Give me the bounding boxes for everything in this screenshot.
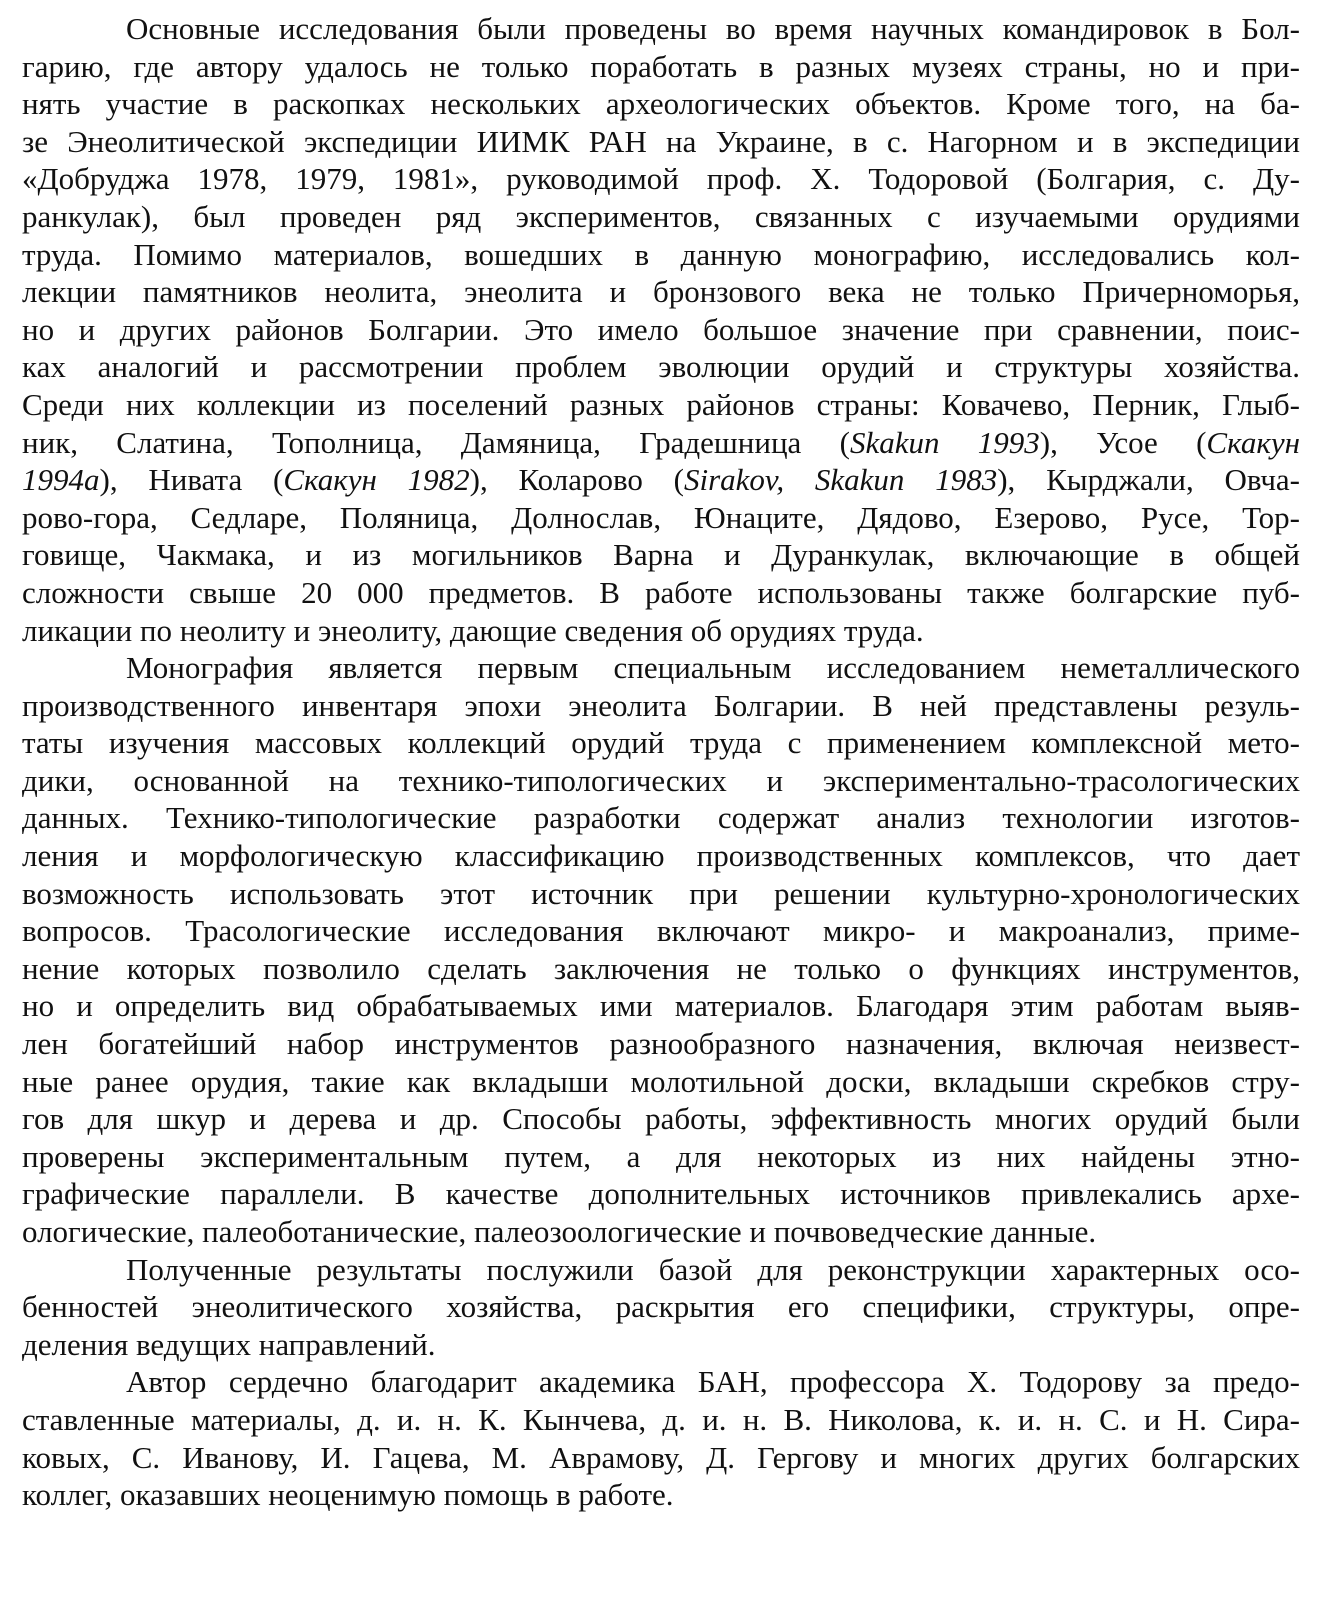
citation: Скакун (1206, 424, 1300, 460)
text-line: ологические, палеоботанические, палеозоологические и почвоведческие данные. (22, 1214, 1097, 1249)
text-line: гов для шкур и дерева и др. Способы работы, эффективность многих орудий были (22, 1101, 1300, 1137)
text-line: производственного инвентаря эпохи энеолита Болгарии. В ней представлены резуль- (22, 687, 1300, 723)
text-line: Среди них коллекции из поселений разных районов страны: Ковачево, Перник, Глыб- (22, 386, 1300, 422)
paragraph-4 (22, 1363, 1300, 1513)
paragraph-2 (22, 649, 1300, 1251)
text-line: дики, основанной на технико-типологических и экспериментально-трасологических (22, 762, 1300, 798)
text-segment: ), Коларово ( (469, 462, 684, 498)
text-segment: ), Нивата ( (99, 462, 284, 498)
text-line: нение которых позволило сделать заключения не только о функциях инструментов, (22, 950, 1300, 986)
text-line: рово-гора, Седларе, Поляница, Долнослав, Юнаците, Дядово, Езерово, Русе, Тор- (22, 499, 1300, 535)
text-line: нять участие в раскопках нескольких археологических объектов. Кроме того, на ба- (22, 86, 1300, 122)
paragraph-1 (22, 10, 1300, 649)
text-line: но и других районов Болгарии. Это имело большое значение при сравнении, поис- (22, 311, 1300, 347)
text-line: проверены экспериментальным путем, а для некоторых из них найдены этно- (22, 1138, 1300, 1174)
text-line: лекции памятников неолита, энеолита и бронзового века не только Причерноморья, (22, 274, 1300, 310)
text-line: вопросов. Трасологические исследования включают микро- и макроанализ, приме- (22, 913, 1300, 949)
text-segment: ), Кырджали, Овча- (997, 462, 1300, 498)
text-line: Основные исследования были проведены во время научных командировок в Бол- (126, 11, 1300, 46)
citation: Sirakov, Skakun 1983 (683, 462, 998, 498)
paragraph-3 (22, 1251, 1300, 1364)
text-line: ранкулак), был проведен ряд экспериментов, связанных с изучаемыми орудиями (22, 198, 1300, 234)
text-line: ках аналогий и рассмотрении проблем эволюции орудий и структуры хозяйства. (22, 349, 1300, 385)
text-line: Полученные результаты послужили базой для реконструкции характерных осо- (126, 1251, 1300, 1287)
text-line: бенностей энеолитического хозяйства, раскрытия его специфики, структуры, опре- (22, 1289, 1300, 1325)
citation: 1994а (22, 462, 100, 498)
text-line: зе Энеолитической экспедиции ИИМК РАН на Украине, в с. Нагорном и в экспедиции (22, 123, 1300, 159)
text-line: графические параллели. В качестве дополнительных источников привлекались архе- (22, 1176, 1300, 1212)
text-line: гарию, где автору удалось не только поработать в разных музеях страны, но и при- (22, 48, 1300, 84)
text-segment: ), Усое ( (1039, 424, 1207, 460)
text-line: деления ведущих направлений. (22, 1326, 436, 1362)
text-line (22, 424, 1300, 462)
text-line: ные ранее орудия, такие как вкладыши молотильной доски, вкладыши скребков стру- (22, 1063, 1300, 1099)
text-line: сложности свыше 20 000 предметов. В работе использованы также болгарские пуб- (22, 574, 1300, 610)
text-line (22, 461, 1300, 499)
text-segment: ник, Слатина, Тополница, Дамяница, Градешница ( (22, 424, 850, 460)
citation: Скакун 1982 (283, 462, 470, 498)
text-line: ставленные материалы, д. и. н. К. Кынчева, д. и. н. В. Николова, к. и. н. С. и Н. Сира- (22, 1401, 1300, 1437)
text-line: ликации по неолиту и энеолиту, дающие сведения об орудиях труда. (22, 612, 924, 648)
text-line: коллег, оказавших неоценимую помощь в работе. (22, 1477, 674, 1513)
text-line: лен богатейший набор инструментов разнообразного назначения, включая неизвест- (22, 1026, 1300, 1062)
text-line: труда. Помимо материалов, вошедших в данную монографию, исследовались кол- (22, 236, 1300, 272)
text-line: но и определить вид обрабатываемых ими материалов. Благодаря этим работам выяв- (22, 988, 1300, 1024)
text-line: ковых, С. Иванову, И. Гацева, М. Аврамову, Д. Гергову и многих других болгарских (22, 1439, 1300, 1475)
text-line: таты изучения массовых коллекций орудий труда с применением комплексной мето- (22, 725, 1300, 761)
text-line: данных. Технико-типологические разработки содержат анализ технологии изготов- (22, 800, 1300, 836)
text-line: возможность использовать этот источник при решении культурно-хронологических (22, 875, 1300, 911)
text-line: «Добруджа 1978, 1979, 1981», руководимой проф. Х. Тодоровой (Болгария, с. Ду- (22, 161, 1300, 197)
text-line: Автор сердечно благодарит академика БАН, профессора Х. Тодорову за предо- (126, 1364, 1300, 1400)
citation: Skakun 1993 (849, 424, 1040, 460)
text-line: говище, Чакмака, и из могильников Варна и Дуранкулак, включающие в общей (22, 537, 1300, 573)
text-line: ления и морфологическую классификацию производственных комплексов, что дает (22, 838, 1300, 874)
text-line: Монография является первым специальным исследованием неметаллического (126, 650, 1300, 686)
